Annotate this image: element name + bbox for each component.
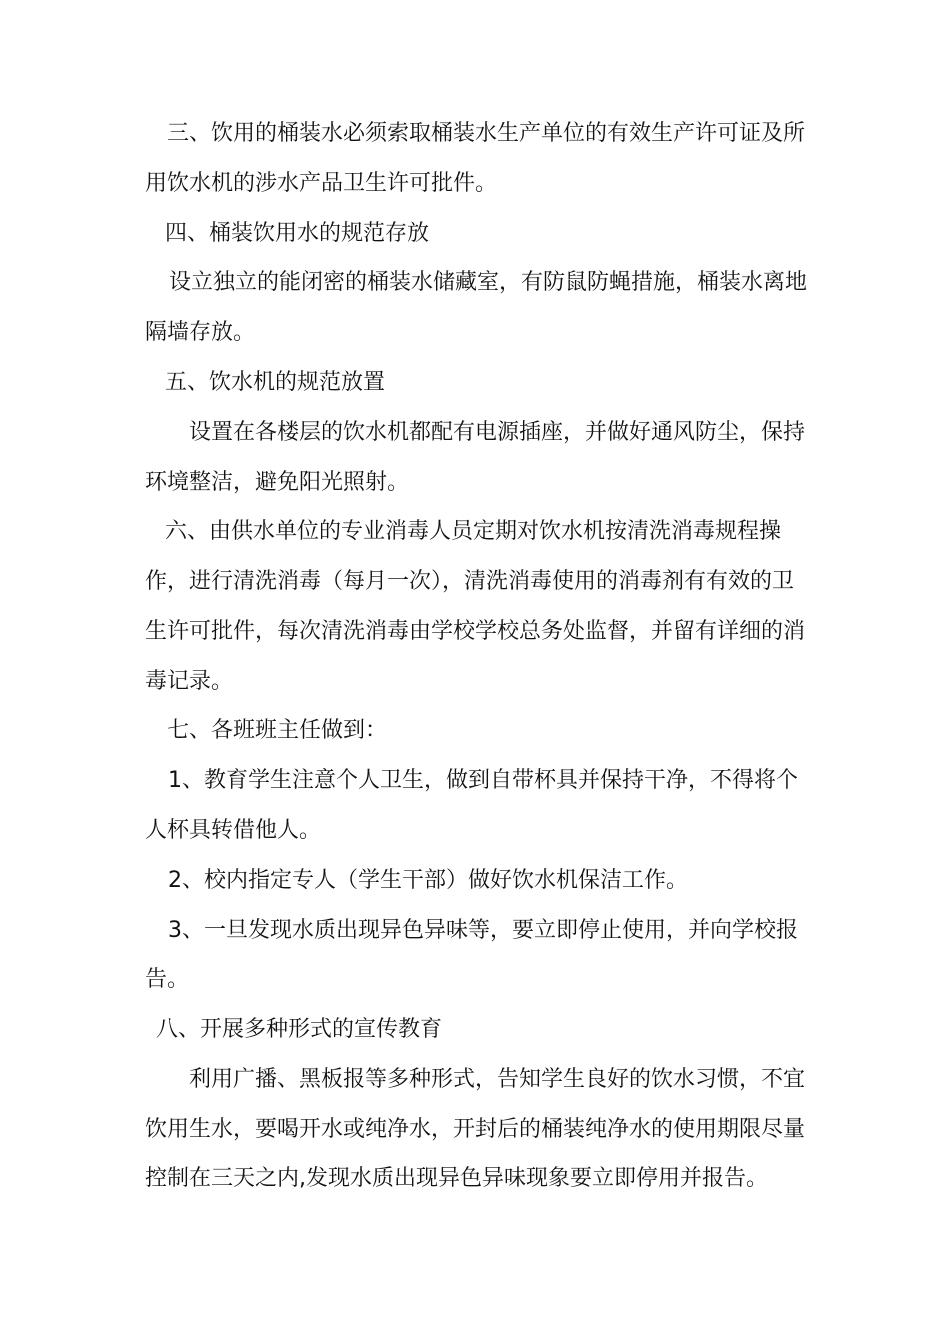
paragraph-three-line-2: 用饮水机的涉水产品卫生许可批件。 [145,171,498,196]
paragraph-eight-line-1: 利用广播、黑板报等多种形式，告知学生良好的饮水习惯，不宜 [189,1067,806,1092]
item-three-line-2: 告。 [145,967,190,992]
paragraph-six-line-2: 作，进行清洗消毒（每月一次），清洗消毒使用的消毒剂有有效的卫 [145,569,795,594]
paragraph-five-line-2: 环境整洁，避免阳光照射。 [145,470,410,495]
paragraph-three-line-1: 三、饮用的桶装水必须索取桶装水生产单位的有效生产许可证及所 [167,121,806,146]
paragraph-six-line-4: 毒记录。 [145,669,234,694]
heading-eight: 八、开展多种形式的宣传教育 [156,1017,443,1042]
item-two: 2、校内指定专人（学生干部）做好饮水机保洁工作。 [168,868,688,893]
item-three-line-1: 3、一旦发现水质出现异色异味等，要立即停止使用，并向学校报 [168,918,798,943]
paragraph-four-line-1: 设立独立的能闭密的桶装水储藏室，有防鼠防蝇措施，桶装水离地 [169,270,808,295]
heading-seven: 七、各班班主任做到： [167,718,388,743]
paragraph-four-line-2: 隔墙存放。 [145,320,256,345]
paragraph-six-line-1: 六、由供水单位的专业消毒人员定期对饮水机按清洗消毒规程操 [165,519,782,544]
heading-five: 五、饮水机的规范放置 [165,370,386,395]
heading-four: 四、桶装饮用水的规范存放 [165,221,430,246]
item-one-line-1: 1、教育学生注意个人卫生，做到自带杯具并保持干净，不得将个 [168,768,798,793]
paragraph-six-line-3: 生许可批件，每次清洗消毒由学校学校总务处监督，并留有详细的消 [145,619,806,644]
paragraph-eight-line-2: 饮用生水，要喝开水或纯净水，开封后的桶装纯净水的使用期限尽量 [145,1117,806,1142]
paragraph-eight-line-3: 控制在三天之内,发现水质出现异色异味现象要立即停用并报告。 [145,1166,768,1191]
item-one-line-2: 人杯具转借他人。 [145,818,322,843]
paragraph-five-line-1: 设置在各楼层的饮水机都配有电源插座，并做好通风防尘，保持 [189,420,806,445]
